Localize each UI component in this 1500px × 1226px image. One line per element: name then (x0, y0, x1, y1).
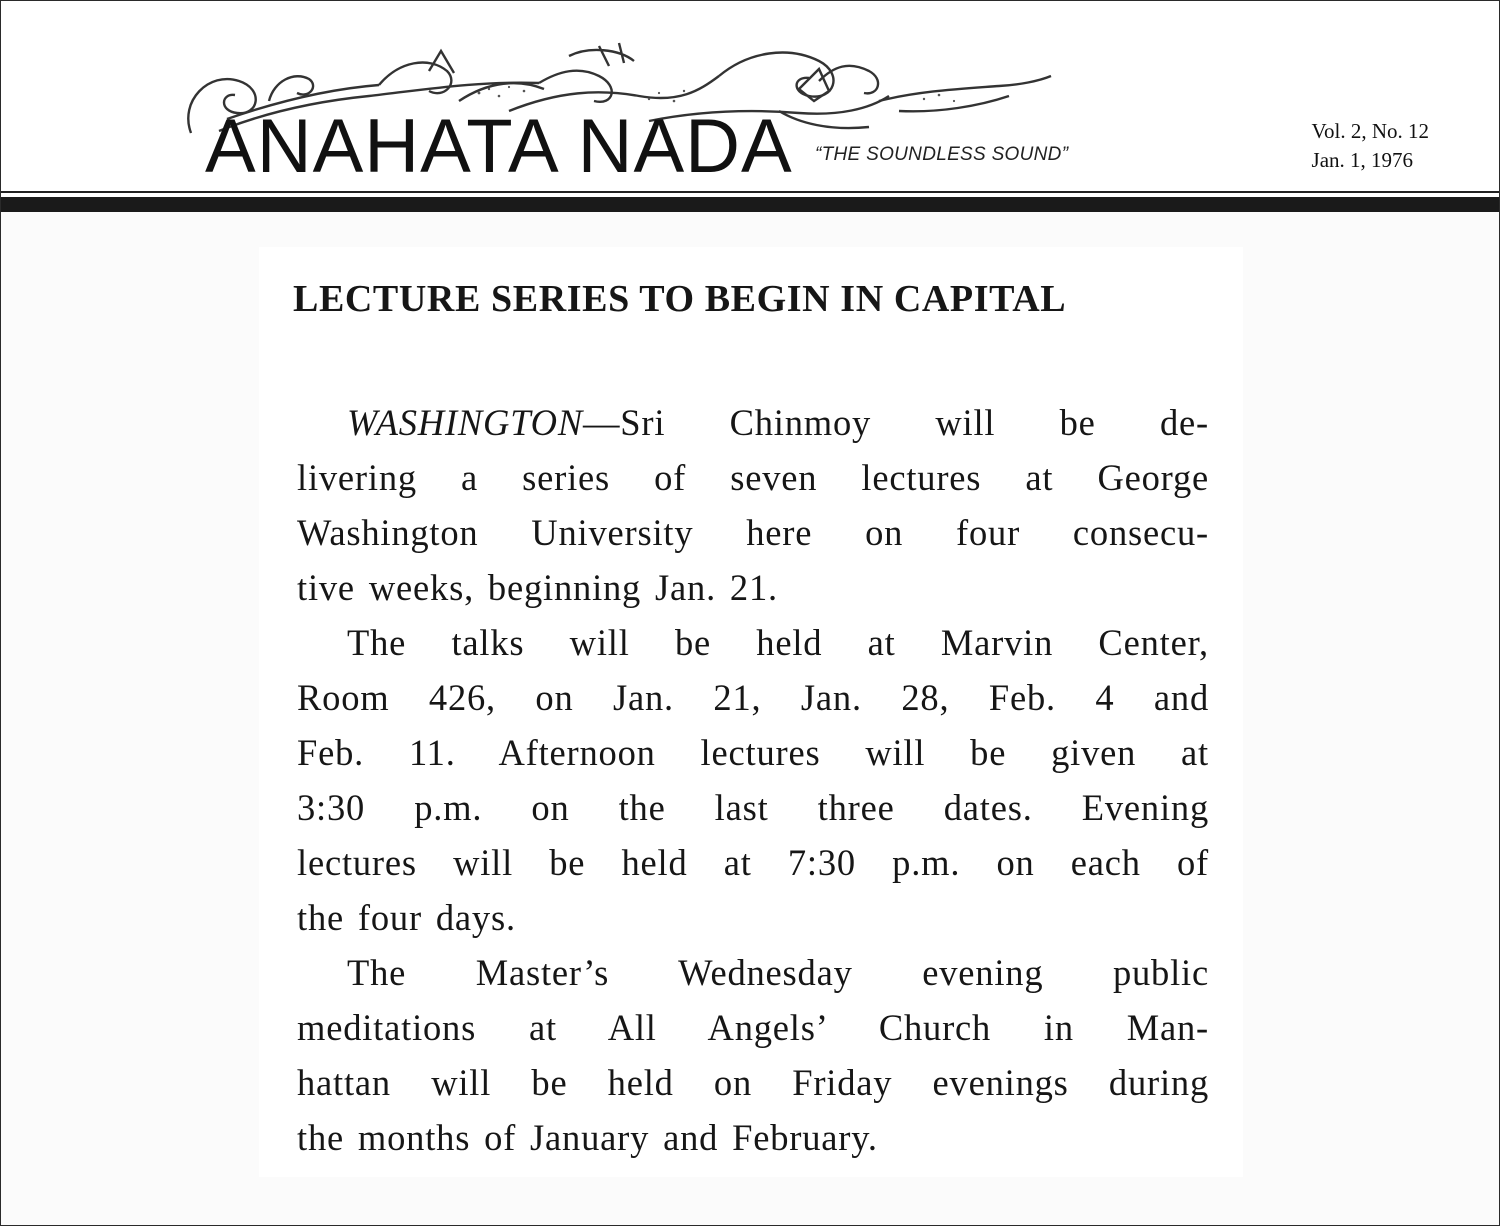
dateline: WASHINGTON (347, 402, 583, 443)
article-line: meditations at All Angels’ Church in Man- (297, 1007, 1209, 1048)
article-line: Washington University here on four consecu- (297, 512, 1209, 553)
article-line: hattan will be held on Friday evenings during (297, 1062, 1209, 1103)
article-line: the months of January and February. (297, 1117, 878, 1158)
article-line: the four days. (297, 897, 516, 938)
article-headline: LECTURE SERIES TO BEGIN IN CAPITAL (293, 278, 1067, 320)
article-line: 3:30 p.m. on the last three dates. Evening (297, 787, 1209, 828)
masthead (1, 1, 1499, 201)
article-body (297, 395, 1209, 1165)
issue-info (1312, 117, 1429, 175)
masthead-bar (1, 197, 1499, 212)
issue-date: Jan. 1, 1976 (1311, 148, 1414, 172)
article-line: The Master’s Wednesday evening public (347, 952, 1209, 993)
volume-number: Vol. 2, No. 12 (1311, 119, 1429, 143)
article-line-text: —Sri Chinmoy will be de- (582, 402, 1209, 443)
article-line: Feb. 11. Afternoon lectures will be given at (297, 732, 1209, 773)
article-paragraph (297, 395, 1209, 615)
article-line: livering a series of seven lectures at George (297, 457, 1209, 498)
article-line: tive weeks, beginning Jan. 21. (297, 567, 778, 608)
masthead-title: ANAHATA NADA (205, 104, 793, 189)
article-line (297, 395, 1209, 450)
masthead-rule (1, 191, 1499, 193)
article-paragraph (297, 945, 1209, 1165)
masthead-tagline: “THE SOUNDLESS SOUND” (815, 144, 1069, 165)
article-line: lectures will be held at 7:30 p.m. on each of (297, 842, 1209, 883)
article-paragraph (297, 615, 1209, 945)
article-line: The talks will be held at Marvin Center, (347, 622, 1209, 663)
article-line: Room 426, on Jan. 21, Jan. 28, Feb. 4 and (297, 677, 1209, 718)
